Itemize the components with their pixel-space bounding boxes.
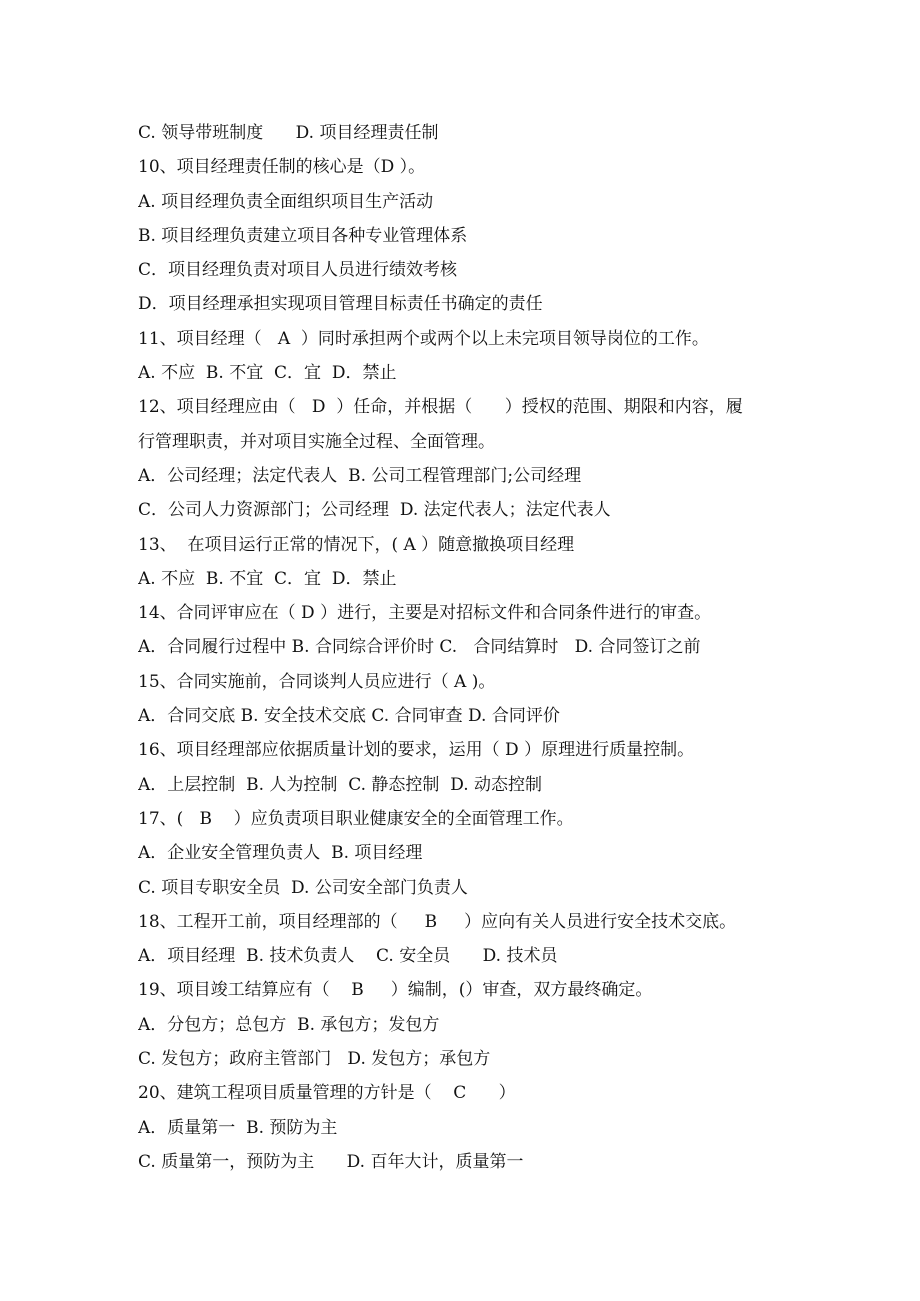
question-10: 10、项目经理责任制的核心是（D ）。 xyxy=(138,157,426,178)
option-line: A．项目经理 B. 技术负责人 C. 安全员 D. 技术员 xyxy=(138,946,558,967)
option-line: B. 项目经理负责建立项目各种专业管理体系 xyxy=(138,225,468,246)
option-line: C. 质量第一，预防为主 D. 百年大计，质量第一 xyxy=(138,1151,524,1172)
question-15: 15、合同实施前，合同谈判人员应进行（ A )。 xyxy=(138,671,496,692)
question-12: 12、项目经理应由（ D ）任命，并根据（ ）授权的范围、期限和内容，履 xyxy=(138,397,743,418)
text-line: C. 领导带班制度 D. 项目经理责任制 xyxy=(138,123,439,143)
question-20: 20、建筑工程项目质量管理的方针是（ C ） xyxy=(138,1083,516,1104)
option-line: A．企业安全管理负责人 B. 项目经理 xyxy=(138,843,423,864)
option-line: C. 项目专职安全员 D. 公司安全部门负责人 xyxy=(138,877,468,898)
option-line: C．公司人力资源部门；公司经理 D. 法定代表人；法定代表人 xyxy=(138,500,611,521)
question-19: 19、项目竣工结算应有（ B ）编制，(）审查，双方最终确定。 xyxy=(138,980,653,1001)
option-line: A. 不应 B. 不宜 C．宜 D．禁止 xyxy=(138,363,397,384)
option-line: A. 不应 B. 不宜 C．宜 D．禁止 xyxy=(138,568,397,589)
question-11: 11、项目经理（ A ）同时承担两个或两个以上未完项目领导岗位的工作。 xyxy=(138,328,709,349)
question-13: 13、 在项目运行正常的情况下，( A ）随意撤换项目经理 xyxy=(138,534,575,555)
option-line: A. 项目经理负责全面组织项目生产活动 xyxy=(138,191,434,212)
option-line: D．项目经理承担实现项目管理目标责任书确定的责任 xyxy=(138,294,543,315)
question-list xyxy=(138,116,798,1179)
option-line: A．质量第一 B. 预防为主 xyxy=(138,1117,338,1138)
option-line: A．上层控制 B. 人为控制 C. 静态控制 D. 动态控制 xyxy=(138,774,543,795)
option-line: A．分包方；总包方 B. 承包方；发包方 xyxy=(138,1014,440,1035)
option-line: A．合同交底 B. 安全技术交底 C. 合同审查 D. 合同评价 xyxy=(138,706,560,727)
question-18: 18、工程开工前，项目经理部的（ B ）应向有关人员进行安全技术交底。 xyxy=(138,911,737,932)
option-line: A．合同履行过程中 B. 合同综合评价时 C. 合同结算时 D. 合同签订之前 xyxy=(138,637,701,658)
option-line: C. 发包方；政府主管部门 D. 发包方；承包方 xyxy=(138,1049,491,1070)
option-line: C．项目经理负责对项目人员进行绩效考核 xyxy=(138,260,458,281)
question-12-continued: 行管理职责，并对项目实施全过程、全面管理。 xyxy=(138,431,495,452)
option-line: A．公司经理；法定代表人 B. 公司工程管理部门;公司经理 xyxy=(138,465,582,486)
question-17: 17、( B ）应负责项目职业健康安全的全面管理工作。 xyxy=(138,808,574,829)
question-16: 16、项目经理部应依据质量计划的要求，运用（ D ）原理进行质量控制。 xyxy=(138,740,695,761)
question-14: 14、合同评审应在（ D ）进行，主要是对招标文件和合同条件进行的审查。 xyxy=(138,603,712,624)
